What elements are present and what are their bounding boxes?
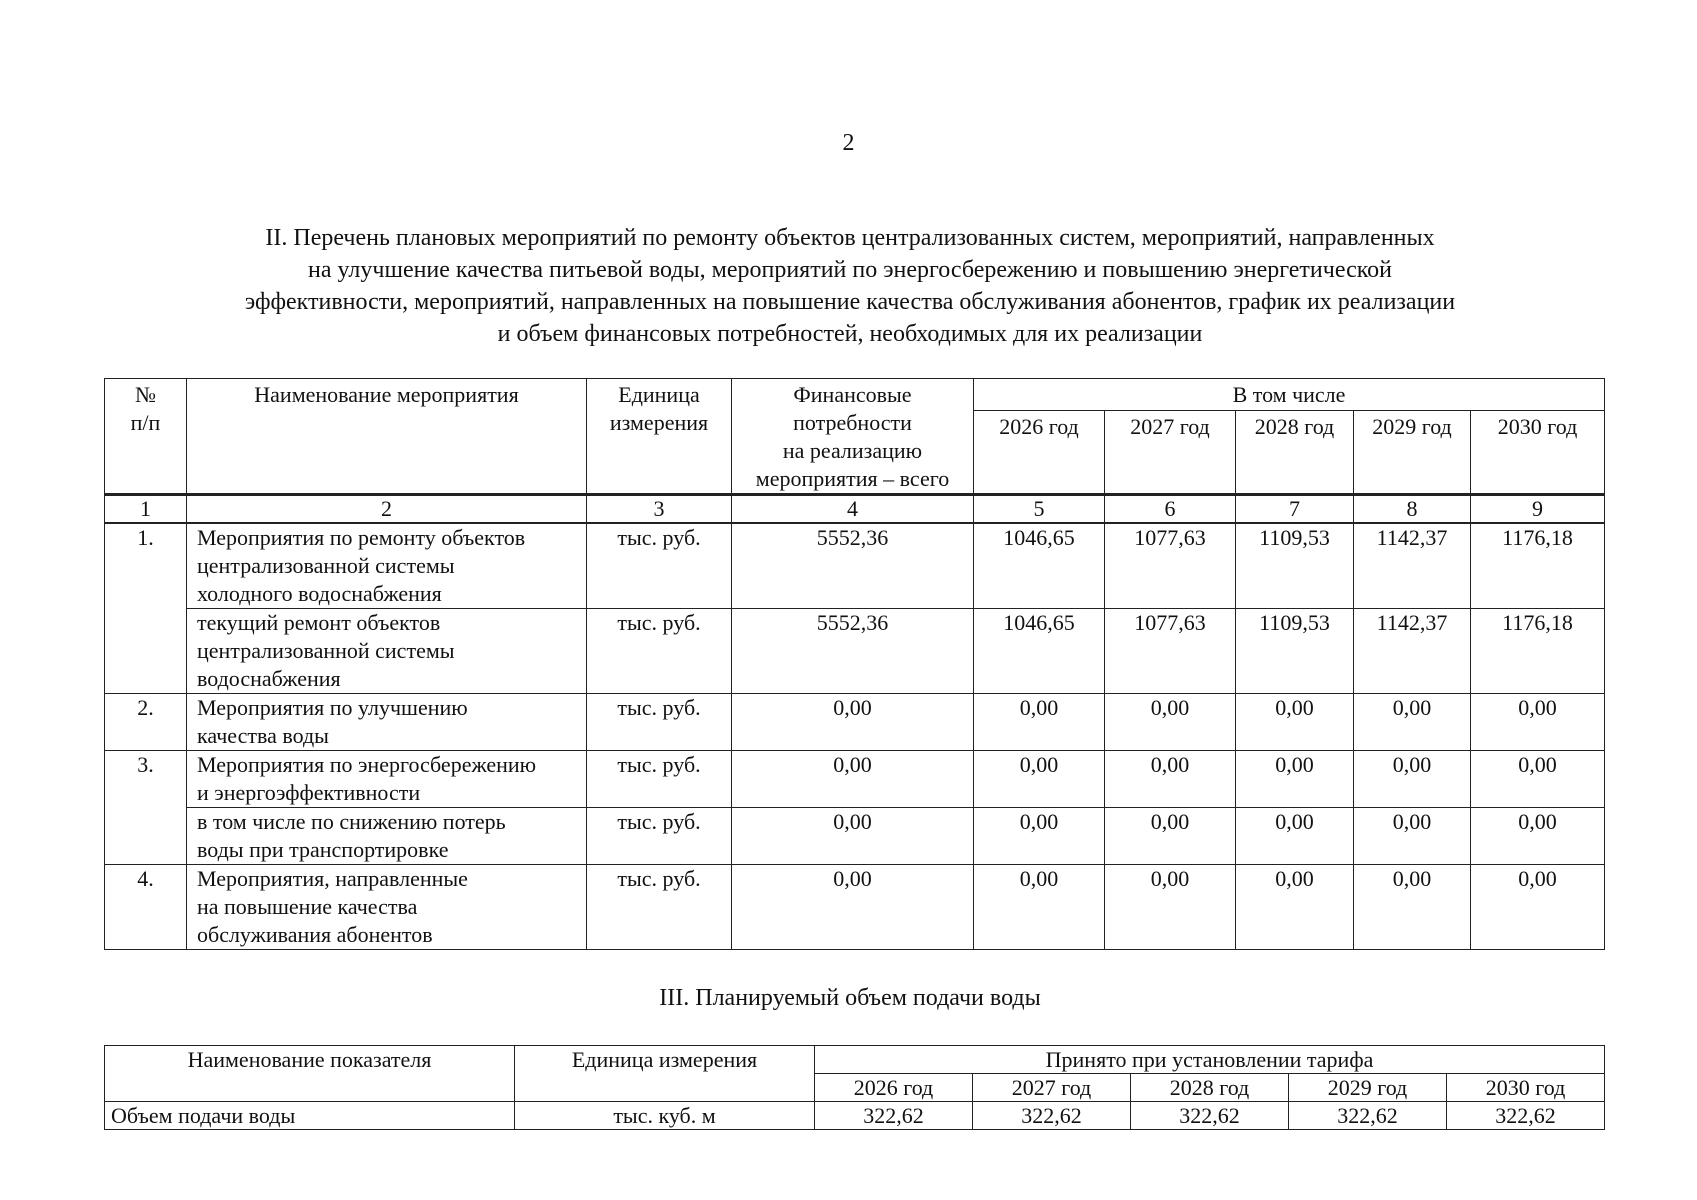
row-year-value: 322,62 bbox=[973, 1102, 1131, 1130]
column-number: 8 bbox=[1354, 495, 1471, 524]
header-accepted: Принято при установлении тарифа bbox=[815, 1046, 1605, 1074]
row-number bbox=[105, 808, 187, 865]
header-finance bbox=[732, 379, 974, 495]
row-year-value: 322,62 bbox=[815, 1102, 973, 1130]
row-year-value: 0,00 bbox=[1354, 751, 1471, 808]
row-year-value: 322,62 bbox=[1447, 1102, 1605, 1130]
row-year-value: 0,00 bbox=[1236, 865, 1354, 950]
header-num-line: п/п bbox=[130, 410, 161, 435]
header-name: Наименование мероприятия bbox=[187, 379, 587, 495]
header-year: 2028 год bbox=[1131, 1074, 1289, 1102]
row-name-line: на повышение качества bbox=[197, 894, 418, 919]
header-finance-line: Финансовые bbox=[793, 382, 912, 407]
row-number: 3. bbox=[105, 751, 187, 808]
column-number: 4 bbox=[732, 495, 974, 524]
row-total: 0,00 bbox=[732, 865, 974, 950]
header-year: 2028 год bbox=[1236, 411, 1354, 495]
measures-table bbox=[104, 378, 1605, 950]
header-year: 2029 год bbox=[1289, 1074, 1447, 1102]
row-year-value: 0,00 bbox=[1471, 751, 1605, 808]
section-2-title-line: II. Перечень плановых мероприятий по ремонту объектов централизованных систем, мероприятий, направленных bbox=[265, 225, 1435, 251]
row-year-value: 1142,37 bbox=[1354, 609, 1471, 694]
row-year-value: 0,00 bbox=[1354, 865, 1471, 950]
row-unit: тыс. руб. bbox=[587, 694, 732, 751]
column-numbers-row bbox=[105, 495, 1605, 524]
row-name-line: обслуживания абонентов bbox=[197, 922, 433, 947]
header-year: 2030 год bbox=[1447, 1074, 1605, 1102]
header-unit: Единица измерения bbox=[515, 1046, 815, 1102]
table-row bbox=[105, 609, 1605, 694]
row-year-value: 0,00 bbox=[1236, 808, 1354, 865]
row-number: 4. bbox=[105, 865, 187, 950]
section-2-title-line: и объем финансовых потребностей, необходимых для их реализации bbox=[497, 321, 1203, 347]
row-name bbox=[187, 609, 587, 694]
header-year: 2026 год bbox=[815, 1074, 973, 1102]
header-year: 2027 год bbox=[1105, 411, 1236, 495]
row-year-value: 0,00 bbox=[1105, 865, 1236, 950]
row-year-value: 1077,63 bbox=[1105, 609, 1236, 694]
header-unit bbox=[587, 379, 732, 495]
row-name bbox=[187, 751, 587, 808]
row-unit: тыс. руб. bbox=[587, 751, 732, 808]
row-year-value: 1176,18 bbox=[1471, 523, 1605, 609]
row-name-line: централизованной системы bbox=[197, 638, 455, 663]
column-number: 2 bbox=[187, 495, 587, 524]
column-number: 1 bbox=[105, 495, 187, 524]
row-total: 5552,36 bbox=[732, 523, 974, 609]
header-num-line: № bbox=[135, 382, 156, 407]
table-row bbox=[105, 523, 1605, 609]
row-name-line: в том числе по снижению потерь bbox=[197, 809, 506, 834]
row-year-value: 1109,53 bbox=[1236, 609, 1354, 694]
row-year-value: 1109,53 bbox=[1236, 523, 1354, 609]
row-year-value: 1142,37 bbox=[1354, 523, 1471, 609]
row-name-line: централизованной системы bbox=[197, 553, 455, 578]
table-row bbox=[105, 694, 1605, 751]
column-number: 9 bbox=[1471, 495, 1605, 524]
header-num bbox=[105, 379, 187, 495]
column-number: 6 bbox=[1105, 495, 1236, 524]
row-unit: тыс. руб. bbox=[587, 523, 732, 609]
row-unit: тыс. руб. bbox=[587, 865, 732, 950]
row-name-line: водоснабжения bbox=[197, 666, 341, 691]
row-year-value: 0,00 bbox=[1354, 694, 1471, 751]
column-number: 5 bbox=[974, 495, 1105, 524]
row-unit: тыс. руб. bbox=[587, 808, 732, 865]
row-number: 1. bbox=[105, 523, 187, 609]
row-number bbox=[105, 609, 187, 694]
water-supply-table bbox=[104, 1045, 1605, 1130]
row-year-value: 322,62 bbox=[1131, 1102, 1289, 1130]
row-year-value: 0,00 bbox=[1471, 865, 1605, 950]
row-name bbox=[187, 694, 587, 751]
row-year-value: 0,00 bbox=[1236, 751, 1354, 808]
row-year-value: 0,00 bbox=[1471, 808, 1605, 865]
row-year-value: 0,00 bbox=[1105, 808, 1236, 865]
row-unit: тыс. куб. м bbox=[515, 1102, 815, 1130]
row-name-line: Мероприятия по улучшению bbox=[197, 695, 468, 720]
row-year-value: 0,00 bbox=[974, 751, 1105, 808]
row-total: 0,00 bbox=[732, 808, 974, 865]
row-name-line: холодного водоснабжения bbox=[197, 581, 442, 606]
row-unit: тыс. руб. bbox=[587, 609, 732, 694]
header-year: 2026 год bbox=[974, 411, 1105, 495]
row-name-line: воды при транспортировке bbox=[197, 837, 449, 862]
header-row bbox=[105, 1046, 1605, 1074]
header-year: 2029 год bbox=[1354, 411, 1471, 495]
header-finance-line: потребности bbox=[793, 410, 912, 435]
header-unit-line: Единица bbox=[618, 382, 700, 407]
row-year-value: 322,62 bbox=[1289, 1102, 1447, 1130]
row-year-value: 1077,63 bbox=[1105, 523, 1236, 609]
row-name-line: Мероприятия по ремонту объектов bbox=[197, 525, 526, 550]
row-name-line: Мероприятия, направленные bbox=[197, 866, 468, 891]
row-year-value: 0,00 bbox=[1236, 694, 1354, 751]
row-number: 2. bbox=[105, 694, 187, 751]
row-year-value: 1046,65 bbox=[974, 609, 1105, 694]
column-number: 3 bbox=[587, 495, 732, 524]
row-year-value: 0,00 bbox=[1105, 751, 1236, 808]
row-year-value: 1176,18 bbox=[1471, 609, 1605, 694]
table-row bbox=[105, 751, 1605, 808]
row-year-value: 0,00 bbox=[974, 808, 1105, 865]
table-row bbox=[105, 808, 1605, 865]
page-number: 2 bbox=[842, 130, 855, 156]
row-name-line: Мероприятия по энергосбережению bbox=[197, 752, 537, 777]
header-year: 2030 год bbox=[1471, 411, 1605, 495]
row-total: 0,00 bbox=[732, 751, 974, 808]
table-row bbox=[105, 1102, 1605, 1130]
table-row bbox=[105, 865, 1605, 950]
row-name: Объем подачи воды bbox=[105, 1102, 515, 1130]
row-year-value: 0,00 bbox=[1471, 694, 1605, 751]
column-number: 7 bbox=[1236, 495, 1354, 524]
row-name bbox=[187, 808, 587, 865]
section-3-title: III. Планируемый объем подачи воды bbox=[659, 985, 1041, 1011]
section-2-title-line: эффективности, мероприятий, направленных на повышение качества обслуживания абонентов, график их реализации bbox=[244, 289, 1456, 315]
row-name-line: текущий ремонт объектов bbox=[197, 610, 441, 635]
row-name bbox=[187, 523, 587, 609]
row-year-value: 0,00 bbox=[974, 865, 1105, 950]
row-year-value: 0,00 bbox=[1105, 694, 1236, 751]
header-indicator: Наименование показателя bbox=[105, 1046, 515, 1102]
header-row bbox=[105, 379, 1605, 411]
row-total: 0,00 bbox=[732, 694, 974, 751]
header-year: 2027 год bbox=[973, 1074, 1131, 1102]
row-name-line: качества воды bbox=[197, 723, 329, 748]
row-year-value: 0,00 bbox=[1354, 808, 1471, 865]
header-unit-line: измерения bbox=[609, 410, 709, 435]
row-year-value: 1046,65 bbox=[974, 523, 1105, 609]
header-including: В том числе bbox=[974, 379, 1605, 411]
row-year-value: 0,00 bbox=[974, 694, 1105, 751]
section-2-title bbox=[120, 222, 1580, 350]
section-2-title-line: на улучшение качества питьевой воды, мероприятий по энергосбережению и повышению энергетической bbox=[307, 257, 1393, 283]
header-finance-line: на реализацию bbox=[782, 438, 923, 463]
row-total: 5552,36 bbox=[732, 609, 974, 694]
row-name bbox=[187, 865, 587, 950]
header-finance-line: мероприятия – всего bbox=[755, 466, 950, 491]
row-name-line: и энергоэффективности bbox=[197, 780, 421, 805]
